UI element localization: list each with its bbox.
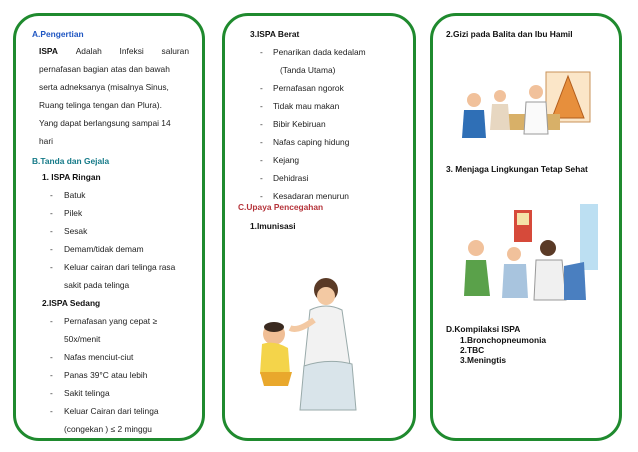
definition-line-3: serta adneksanya (misalnya Sinus, [39,82,169,92]
lingkungan-title: 3. Menjaga Lingkungan Tetap Sehat [446,164,588,174]
bullet-dash: - [50,388,53,398]
bullet-dash: - [260,83,263,93]
sedang-item: Nafas menciut-ciut [64,352,134,362]
heading-komplikasi: D.Kompilaksi ISPA [446,324,521,334]
berat-item: Penarikan dada kedalam [273,47,366,57]
bullet-dash: - [50,352,53,362]
definition-line-6: hari [39,136,53,146]
def-word: saluran [161,46,189,56]
bullet-dash: - [260,173,263,183]
definition-line-1 [39,46,189,56]
gizi-title: 2.Gizi pada Balita dan Ibu Hamil [446,29,573,39]
bullet-dash: - [50,262,53,272]
bullet-dash: - [260,191,263,201]
definition-line-4: Ruang telinga tengan dan Plura). [39,100,162,110]
bullet-dash: - [260,47,263,57]
def-word: Infeksi [119,46,144,56]
ispa-sedang-title: 2.ISPA Sedang [42,298,101,308]
berat-item: (Tanda Utama) [280,65,336,75]
ringan-item: Batuk [64,190,86,200]
immunization-illustration [238,270,368,415]
definition-line-2: pernafasan bagian atas dan bawah [39,64,170,74]
berat-item: Nafas caping hidung [273,137,350,147]
komplikasi-item: 3.Meningtis [460,355,507,365]
sedang-item: (congekan ) ≤ 2 minggu [64,424,152,434]
ringan-item: Sesak [64,226,88,236]
heading-tanda-gejala: B.Tanda dan Gejala [32,156,110,166]
komplikasi-item: 1.Bronchopneumonia [460,335,547,345]
def-word: Adalah [75,46,102,56]
bullet-dash: - [260,101,263,111]
bullet-dash: - [50,244,53,254]
berat-item: Kesadaran menurun [273,191,349,201]
sedang-item: Keluar Cairan dari telinga [64,406,159,416]
bullet-dash: - [50,226,53,236]
ringan-item: sakit pada telinga [64,280,130,290]
heading-pengertian: A.Pengertian [32,29,84,39]
berat-item: Dehidrasi [273,173,309,183]
bullet-dash: - [50,208,53,218]
berat-item: Bibir Kebiruan [273,119,326,129]
berat-item: Kejang [273,155,300,165]
ispa-ringan-title: 1. ISPA Ringan [42,172,101,182]
sedang-item: Sakit telinga [64,388,110,398]
bullet-dash: - [50,406,53,416]
healthy-environment-illustration [454,204,602,306]
definition-line-5: Yang dapat berlangsung sampai 14 [39,118,171,128]
sedang-item: 50x/menit [64,334,101,344]
sedang-item: Pernafasan yang cepat ≥ [64,316,158,326]
bullet-dash: - [50,370,53,380]
bullet-dash: - [260,137,263,147]
berat-item: Pernafasan ngorok [273,83,344,93]
bullet-dash: - [50,316,53,326]
baby-figure [260,322,292,386]
nurse-figure [290,278,356,410]
bullet-dash: - [260,119,263,129]
sedang-item: Panas 39°C atau lebih [64,370,148,380]
komplikasi-item: 2.TBC [460,345,485,355]
ispa-berat-title: 3.ISPA Berat [250,29,300,39]
ispa-word: ISPA [39,46,58,56]
ringan-item: Pilek [64,208,83,218]
ringan-item: Keluar cairan dari telinga rasa [64,262,176,272]
nutrition-counseling-illustration [456,68,598,150]
bullet-dash: - [260,155,263,165]
imunisasi-label: 1.Imunisasi [250,221,296,231]
bullet-dash: - [50,190,53,200]
ringan-item: Demam/tidak demam [64,244,144,254]
heading-upaya-pencegahan: C.Upaya Pencegahan [238,202,324,212]
berat-item: Tidak mau makan [273,101,340,111]
